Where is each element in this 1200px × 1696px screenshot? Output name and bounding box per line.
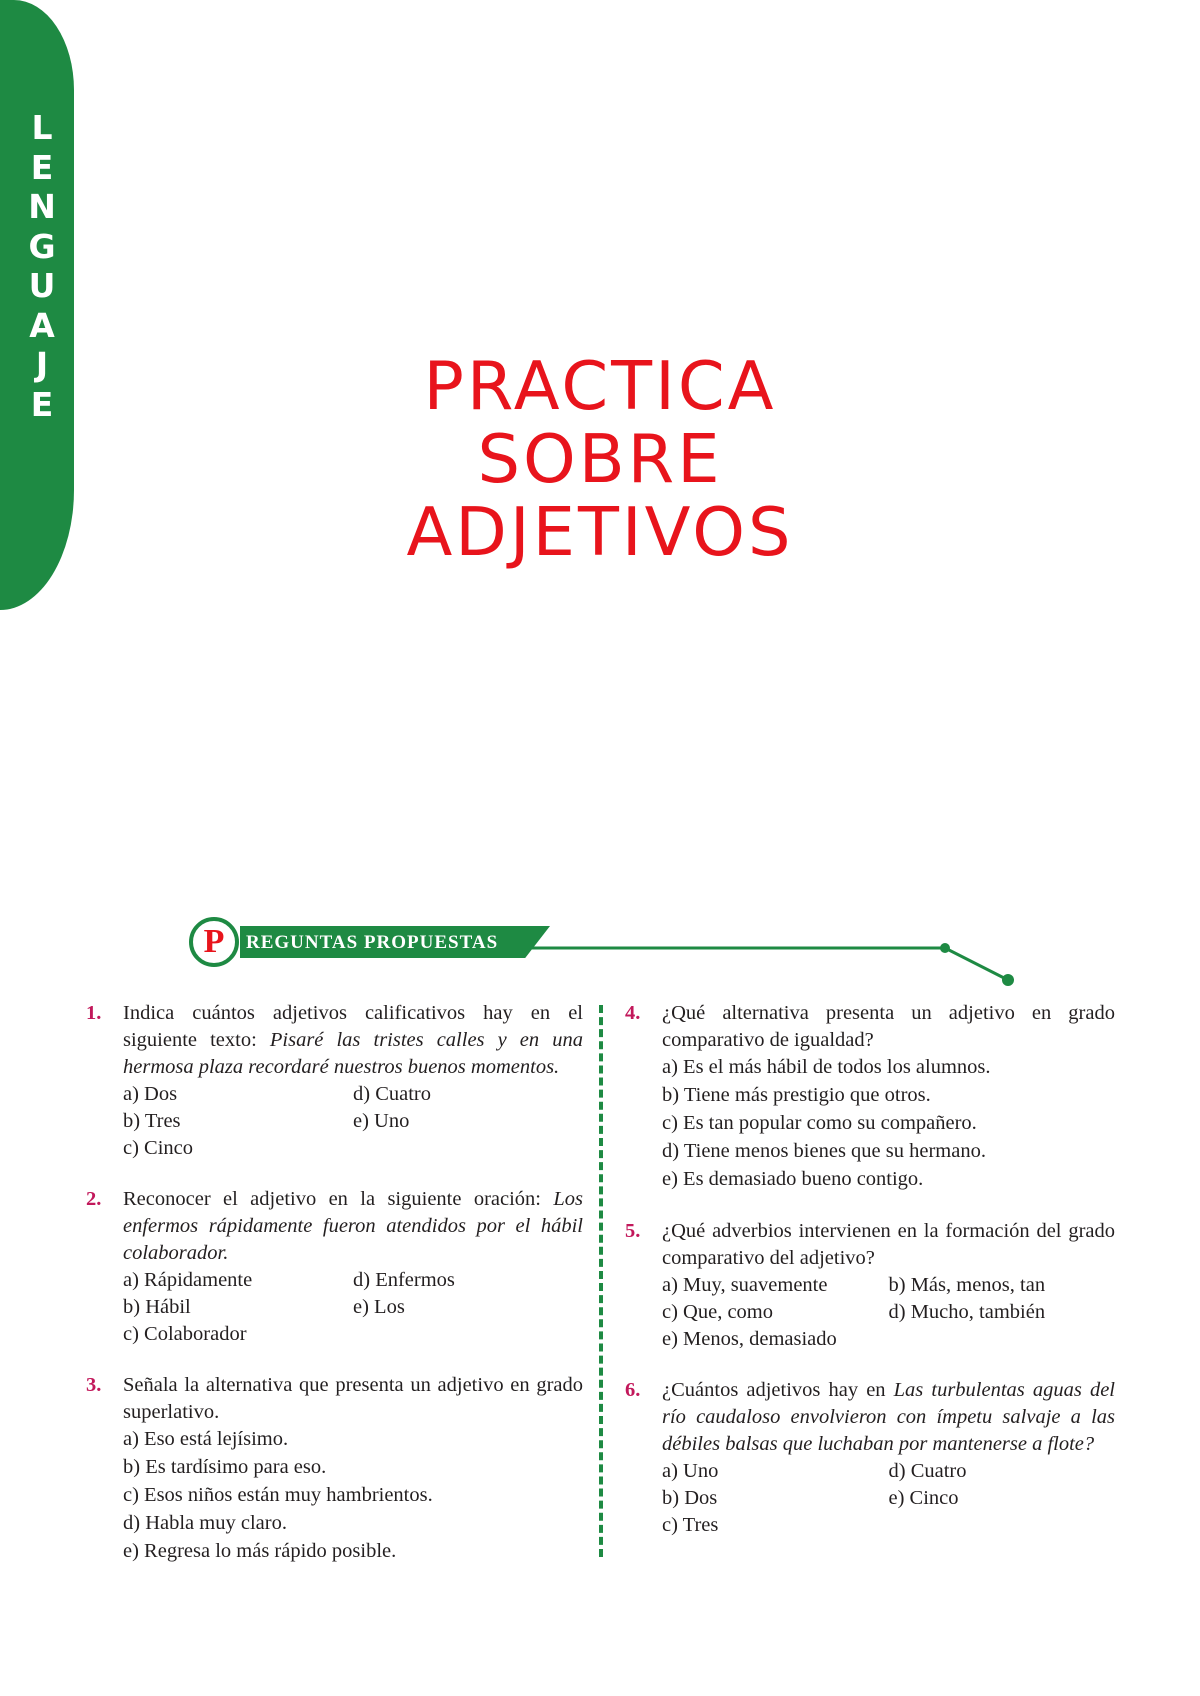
question-number: 4. <box>625 1002 641 1024</box>
side-letter: N <box>28 187 56 226</box>
option: e) Regresa lo más rápido posible. <box>123 1540 397 1562</box>
question-text: Señala la alternativa que presenta un adjetivo en grado superlativo. <box>123 1374 583 1423</box>
option: d) Enfermos <box>353 1269 455 1291</box>
side-letter: L <box>31 108 53 147</box>
option: d) Mucho, también <box>888 1301 1046 1323</box>
option: a) Es el más hábil de todos los alumnos. <box>662 1056 991 1078</box>
column-divider <box>599 1005 603 1557</box>
option: d) Cuatro <box>888 1460 967 1482</box>
option: a) Muy, suavemente <box>662 1274 828 1296</box>
options <box>123 1267 583 1348</box>
question-number: 3. <box>86 1374 102 1396</box>
option: a) Rápidamente <box>123 1269 253 1291</box>
question-text: ¿Qué alternativa presenta un adjetivo en grado comparativo de igualdad? <box>662 1002 1115 1051</box>
option: b) Dos <box>662 1487 718 1509</box>
options <box>662 1458 1115 1539</box>
question-text-plain: Reconocer el adjetivo en la siguiente oración: <box>123 1188 554 1210</box>
option: c) Cinco <box>123 1137 194 1159</box>
option: e) Es demasiado bueno contigo. <box>662 1168 924 1190</box>
option: e) Uno <box>353 1110 410 1132</box>
option: a) Eso está lejísimo. <box>123 1428 289 1450</box>
question-1 <box>86 1000 583 1162</box>
question-text <box>123 1186 583 1267</box>
page-title <box>300 347 900 571</box>
option: e) Menos, demasiado <box>662 1328 837 1350</box>
option: d) Habla muy claro. <box>123 1512 287 1534</box>
options <box>123 1081 583 1162</box>
question-text-plain: ¿Cuántos adjetivos hay en <box>662 1379 894 1401</box>
question-text <box>662 1377 1115 1458</box>
option: b) Tiene más prestigio que otros. <box>662 1084 931 1106</box>
option: b) Hábil <box>123 1296 191 1318</box>
option: b) Más, menos, tan <box>888 1274 1046 1296</box>
question-3 <box>86 1372 583 1566</box>
option: d) Tiene menos bienes que su hermano. <box>662 1140 986 1162</box>
question-text-italic: Las turbulentas aguas del río caudaloso envolvieron con ímpetu salvaje a las débiles balsas que luchaban por mantenerse a flote? <box>662 1379 1115 1455</box>
section-label: REGUNTAS PROPUESTAS <box>246 932 499 953</box>
side-letter: E <box>30 147 54 187</box>
option: a) Dos <box>123 1083 178 1105</box>
question-text-plain: Indica cuántos adjetivos calificativos hay en el siguiente texto: <box>123 1002 583 1051</box>
option: c) Colaborador <box>123 1323 247 1345</box>
side-letter: U <box>28 266 56 305</box>
question-text-italic: Pisaré las tristes calles y en una hermosa plaza recordaré nuestros buenos momentos. <box>123 1029 583 1078</box>
question-number: 2. <box>86 1188 102 1210</box>
options <box>662 1054 1115 1194</box>
option: c) Tres <box>662 1514 719 1536</box>
side-tab-letters <box>22 108 62 424</box>
option: c) Es tan popular como su compañero. <box>662 1112 977 1134</box>
question-text <box>123 1000 583 1081</box>
side-letter: A <box>29 305 55 345</box>
question-number: 1. <box>86 1002 102 1024</box>
right-column <box>625 1000 1115 1539</box>
title-line: SOBRE <box>477 420 723 498</box>
side-tab <box>0 0 74 610</box>
title-line: ADJETIVOS <box>406 493 794 571</box>
option: c) Esos niños están muy hambrientos. <box>123 1484 433 1506</box>
option: b) Tres <box>123 1110 181 1132</box>
side-letter: J <box>35 345 49 384</box>
question-5 <box>625 1218 1115 1353</box>
side-letter: E <box>30 384 54 424</box>
side-letter: G <box>28 226 56 266</box>
option: b) Es tardísimo para eso. <box>123 1456 327 1478</box>
left-column <box>86 1000 583 1566</box>
option: e) Los <box>353 1296 405 1318</box>
question-text: ¿Qué adverbios intervienen en la formación del grado comparativo del adjetivo? <box>662 1220 1115 1269</box>
question-2 <box>86 1186 583 1348</box>
question-number: 5. <box>625 1220 641 1242</box>
question-6 <box>625 1377 1115 1539</box>
option: c) Que, como <box>662 1301 773 1323</box>
title-line: PRACTICA <box>423 347 777 425</box>
question-number: 6. <box>625 1379 641 1401</box>
question-text-italic: Los enfermos rápidamente fueron atendidos por el hábil colaborador. <box>123 1188 583 1264</box>
option: e) Cinco <box>888 1487 959 1509</box>
option: a) Uno <box>662 1460 719 1482</box>
options <box>662 1272 1115 1353</box>
section-initial: P <box>189 917 239 967</box>
options <box>123 1426 583 1566</box>
question-4 <box>625 1000 1115 1194</box>
option: d) Cuatro <box>353 1083 431 1105</box>
